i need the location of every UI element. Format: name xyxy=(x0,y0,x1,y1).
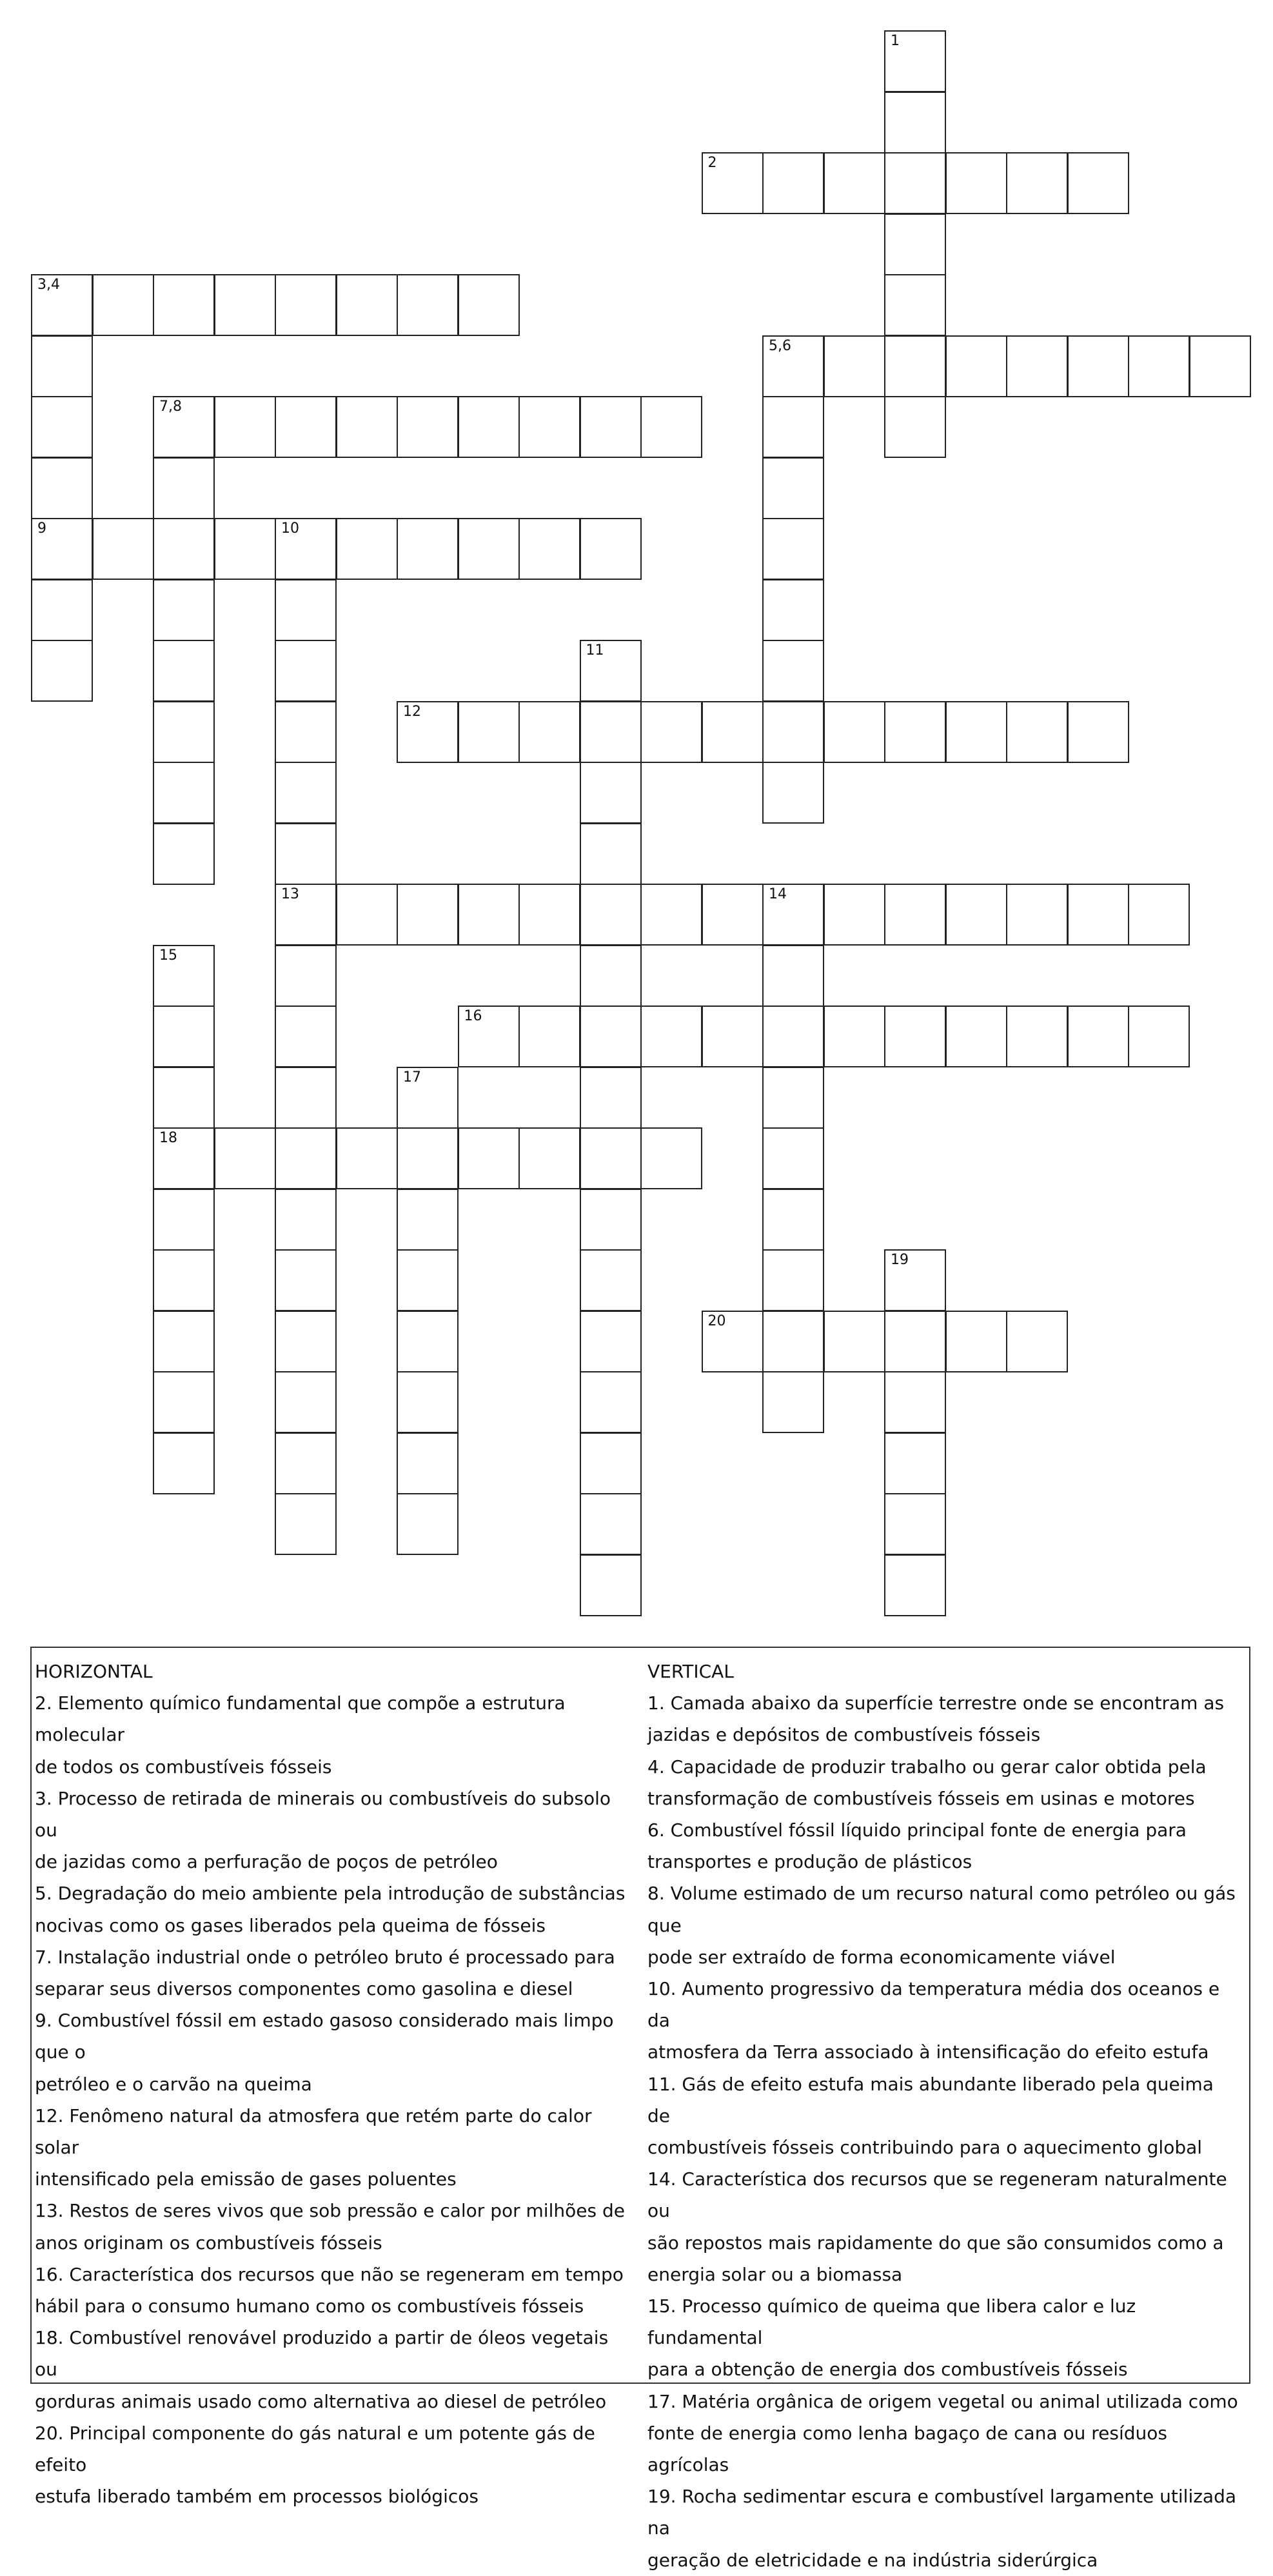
clue-h18: 18. Combustível renovável produzido a partir de óleos vegetais ou gorduras animais usado como alternativa ao diesel de petróleo xyxy=(35,2327,609,2412)
grid-cell[interactable] xyxy=(702,1006,764,1067)
grid-cell[interactable] xyxy=(580,518,642,580)
grid-cell[interactable] xyxy=(762,1189,824,1251)
grid-cell[interactable] xyxy=(762,396,824,458)
clue-v17: 17. Matéria orgânica de origem vegetal ou animal utilizada como fonte de energia como lenha bagaço de cana ou resíduos agrícolas xyxy=(647,2390,1238,2476)
grid-cell[interactable] xyxy=(762,1127,824,1189)
grid-cell[interactable] xyxy=(580,762,642,824)
clue-number: 20 xyxy=(707,1313,726,1329)
grid-cell[interactable] xyxy=(762,1311,824,1372)
grid-cell[interactable] xyxy=(397,884,459,946)
grid-cell[interactable] xyxy=(275,945,337,1007)
clue-number: 17 xyxy=(403,1069,421,1085)
vertical-clues xyxy=(647,1656,1241,2576)
grid-cell[interactable] xyxy=(275,1493,337,1555)
grid-cell[interactable] xyxy=(884,396,946,458)
grid-cell[interactable] xyxy=(397,1127,459,1189)
grid-cell[interactable] xyxy=(275,884,337,946)
grid-cell[interactable] xyxy=(153,396,215,458)
grid-cell[interactable] xyxy=(884,335,946,397)
clue-h5: 5. Degradação do meio ambiente pela introdução de substâncias nocivas como os gases liberados pela queima de fósseis xyxy=(35,1883,626,1936)
grid-cell[interactable] xyxy=(884,1493,946,1555)
grid-cell[interactable] xyxy=(153,274,215,336)
grid-cell[interactable] xyxy=(762,945,824,1007)
grid-cell[interactable] xyxy=(31,396,93,458)
grid-cell[interactable] xyxy=(518,884,580,946)
clue-number: 11 xyxy=(586,642,604,659)
grid-cell[interactable] xyxy=(580,1432,642,1494)
grid-cell[interactable] xyxy=(92,518,154,580)
clue-number: 12 xyxy=(403,703,421,720)
grid-cell[interactable] xyxy=(214,518,276,580)
grid-cell[interactable] xyxy=(824,152,885,214)
grid-cell[interactable] xyxy=(275,518,337,580)
clue-number: 2 xyxy=(707,155,717,171)
grid-cell[interactable] xyxy=(92,274,154,336)
clue-h12: 12. Fenômeno natural da atmosfera que retém parte do calor solar intensificado pela emissão de gases poluentes xyxy=(35,2105,592,2190)
grid-cell[interactable] xyxy=(1189,335,1251,397)
grid-cell[interactable] xyxy=(275,1249,337,1311)
grid-cell[interactable] xyxy=(31,335,93,397)
grid-cell[interactable] xyxy=(153,762,215,824)
grid-cell[interactable] xyxy=(518,396,580,458)
grid-cell[interactable] xyxy=(153,701,215,763)
grid-cell[interactable] xyxy=(518,1006,580,1067)
clue-v10: 10. Aumento progressivo da temperatura média dos oceanos e da atmosfera da Terra associado à intensificação do efeito estufa xyxy=(647,1978,1220,2063)
clue-v8: 8. Volume estimado de um recurso natural como petróleo ou gás que pode ser extraído de forma economicamente viável xyxy=(647,1883,1236,1968)
grid-cell[interactable] xyxy=(1006,1006,1068,1067)
grid-cell[interactable] xyxy=(275,1311,337,1372)
clue-v1: 1. Camada abaixo da superfície terrestre onde se encontram as jazidas e depósitos de combustíveis fósseis xyxy=(647,1692,1225,1746)
grid-cell[interactable] xyxy=(153,823,215,885)
grid-cell[interactable] xyxy=(397,1493,459,1555)
grid-cell[interactable] xyxy=(884,701,946,763)
grid-cell[interactable] xyxy=(1006,152,1068,214)
grid-cell[interactable] xyxy=(153,1432,215,1494)
grid-cell[interactable] xyxy=(31,274,93,336)
grid-cell[interactable] xyxy=(580,1067,642,1129)
grid-cell[interactable] xyxy=(884,884,946,946)
clue-number: 5,6 xyxy=(769,337,791,354)
grid-cell[interactable] xyxy=(153,1249,215,1311)
grid-cell[interactable] xyxy=(640,884,702,946)
grid-cell[interactable] xyxy=(762,640,824,702)
grid-cell[interactable] xyxy=(580,1249,642,1311)
grid-cell[interactable] xyxy=(945,1311,1007,1372)
grid-cell[interactable] xyxy=(580,1127,642,1189)
grid-cell[interactable] xyxy=(762,579,824,641)
clue-h2: 2. Elemento químico fundamental que compõe a estrutura molecular de todos os combustíveis fósseis xyxy=(35,1692,566,1778)
grid-cell[interactable] xyxy=(884,1371,946,1433)
grid-cell[interactable] xyxy=(458,884,520,946)
grid-cell[interactable] xyxy=(518,518,580,580)
grid-cell[interactable] xyxy=(275,823,337,885)
clue-v14: 14. Característica dos recursos que se regeneram naturalmente ou são repostos mais rapidamente do que são consumidos como a energia solar ou a biomassa xyxy=(647,2168,1227,2285)
grid-cell[interactable] xyxy=(153,518,215,580)
grid-cell[interactable] xyxy=(1067,152,1129,214)
grid-cell[interactable] xyxy=(1067,884,1129,946)
clue-v6: 6. Combustível fóssil líquido principal fonte de energia para transportes e produção de plásticos xyxy=(647,1819,1187,1873)
grid-cell[interactable] xyxy=(884,274,946,336)
grid-cell[interactable] xyxy=(397,396,459,458)
grid-cell[interactable] xyxy=(214,396,276,458)
grid-cell[interactable] xyxy=(1006,335,1068,397)
clue-number: 15 xyxy=(159,947,177,964)
grid-cell[interactable] xyxy=(1067,701,1129,763)
grid-cell[interactable] xyxy=(458,1127,520,1189)
grid-cell[interactable] xyxy=(640,1127,702,1189)
clue-v4: 4. Capacidade de produzir trabalho ou gerar calor obtida pela transformação de combustíveis fósseis em usinas e motores xyxy=(647,1756,1207,1809)
clue-number: 13 xyxy=(281,886,299,902)
grid-cell[interactable] xyxy=(824,1311,885,1372)
grid-cell[interactable] xyxy=(762,1249,824,1311)
grid-cell[interactable] xyxy=(580,701,642,763)
clue-number: 10 xyxy=(281,520,299,537)
grid-cell[interactable] xyxy=(762,1371,824,1433)
grid-cell[interactable] xyxy=(580,1371,642,1433)
grid-cell[interactable] xyxy=(31,518,93,580)
grid-cell[interactable] xyxy=(580,1311,642,1372)
clue-number: 14 xyxy=(769,886,787,902)
grid-cell[interactable] xyxy=(275,762,337,824)
grid-cell[interactable] xyxy=(884,92,946,154)
grid-cell[interactable] xyxy=(153,1189,215,1251)
grid-cell[interactable] xyxy=(1128,1006,1190,1067)
grid-cell[interactable] xyxy=(945,335,1007,397)
grid-cell[interactable] xyxy=(762,1006,824,1067)
grid-cell[interactable] xyxy=(580,640,642,702)
grid-cell[interactable] xyxy=(275,1371,337,1433)
grid-cell[interactable] xyxy=(458,274,520,336)
grid-cell[interactable] xyxy=(1128,335,1190,397)
grid-cell[interactable] xyxy=(580,1554,642,1616)
grid-cell[interactable] xyxy=(214,1127,276,1189)
clue-v19: 19. Rocha sedimentar escura e combustível largamente utilizada na geração de eletricidade e na indústria siderúrgica xyxy=(647,2486,1237,2571)
grid-cell[interactable] xyxy=(762,518,824,580)
grid-cell[interactable] xyxy=(640,1006,702,1067)
grid-cell[interactable] xyxy=(397,1371,459,1433)
grid-cell[interactable] xyxy=(762,457,824,519)
grid-cell[interactable] xyxy=(153,1371,215,1433)
grid-cell[interactable] xyxy=(153,579,215,641)
grid-cell[interactable] xyxy=(1067,1006,1129,1067)
clue-v15: 15. Processo químico de queima que libera calor e luz fundamental para a obtenção de energia dos combustíveis fósseis xyxy=(647,2295,1136,2381)
grid-cell[interactable] xyxy=(518,701,580,763)
grid-cell[interactable] xyxy=(153,457,215,519)
grid-cell[interactable] xyxy=(153,1006,215,1067)
grid-cell[interactable] xyxy=(31,457,93,519)
grid-cell[interactable] xyxy=(762,152,824,214)
grid-cell[interactable] xyxy=(397,1189,459,1251)
grid-cell[interactable] xyxy=(153,640,215,702)
clue-number: 3,4 xyxy=(37,277,60,293)
grid-cell[interactable] xyxy=(275,274,337,336)
grid-cell[interactable] xyxy=(824,335,885,397)
grid-cell[interactable] xyxy=(397,1432,459,1494)
grid-cell[interactable] xyxy=(580,823,642,885)
grid-cell[interactable] xyxy=(153,1127,215,1189)
grid-cell[interactable] xyxy=(1006,701,1068,763)
grid-cell[interactable] xyxy=(153,1067,215,1129)
grid-cell[interactable] xyxy=(214,274,276,336)
grid-cell[interactable] xyxy=(1067,335,1129,397)
grid-cell[interactable] xyxy=(336,518,398,580)
grid-cell[interactable] xyxy=(824,1006,885,1067)
grid-cell[interactable] xyxy=(275,1432,337,1494)
grid-cell[interactable] xyxy=(884,1554,946,1616)
clue-h7: 7. Instalação industrial onde o petróleo bruto é processado para separar seus diversos componentes como gasolina e diesel xyxy=(35,1946,615,2000)
clue-number: 9 xyxy=(37,520,46,537)
grid-cell[interactable] xyxy=(884,213,946,275)
clue-h13: 13. Restos de seres vivos que sob pressão e calor por milhões de anos originam os combustíveis fósseis xyxy=(35,2200,625,2254)
grid-cell[interactable] xyxy=(153,1311,215,1372)
grid-cell[interactable] xyxy=(824,701,885,763)
grid-cell[interactable] xyxy=(580,1189,642,1251)
grid-cell[interactable] xyxy=(275,701,337,763)
grid-cell[interactable] xyxy=(1006,1311,1068,1372)
grid-cell[interactable] xyxy=(153,945,215,1007)
grid-cell[interactable] xyxy=(397,518,459,580)
grid-cell[interactable] xyxy=(1128,884,1190,946)
grid-cell[interactable] xyxy=(884,1432,946,1494)
grid-cell[interactable] xyxy=(884,1249,946,1311)
grid-cell[interactable] xyxy=(31,579,93,641)
grid-cell[interactable] xyxy=(397,701,459,763)
grid-cell[interactable] xyxy=(580,396,642,458)
grid-cell[interactable] xyxy=(336,396,398,458)
grid-cell[interactable] xyxy=(275,579,337,641)
grid-cell[interactable] xyxy=(336,1127,398,1189)
grid-cell[interactable] xyxy=(824,884,885,946)
grid-cell[interactable] xyxy=(275,640,337,702)
grid-cell[interactable] xyxy=(884,1006,946,1067)
grid-cell[interactable] xyxy=(397,1311,459,1372)
clue-h16: 16. Característica dos recursos que não se regeneram em tempo hábil para o consumo humano como os combustíveis fósseis xyxy=(35,2263,624,2317)
grid-cell[interactable] xyxy=(275,1127,337,1189)
grid-cell[interactable] xyxy=(762,701,824,763)
grid-cell[interactable] xyxy=(884,30,946,92)
grid-cell[interactable] xyxy=(702,1311,764,1372)
grid-cell[interactable] xyxy=(458,1006,520,1067)
grid-cell[interactable] xyxy=(336,884,398,946)
grid-cell[interactable] xyxy=(762,884,824,946)
grid-cell[interactable] xyxy=(702,884,764,946)
grid-cell[interactable] xyxy=(397,1249,459,1311)
grid-cell[interactable] xyxy=(884,1311,946,1372)
grid-cell[interactable] xyxy=(275,396,337,458)
clue-number: 16 xyxy=(464,1008,482,1024)
grid-cell[interactable] xyxy=(458,701,520,763)
clue-h20: 20. Principal componente do gás natural e um potente gás de efeito estufa liberado também em processos biológicos xyxy=(35,2422,595,2508)
grid-cell[interactable] xyxy=(397,1067,459,1129)
clue-number: 18 xyxy=(159,1130,177,1146)
grid-cell[interactable] xyxy=(580,945,642,1007)
grid-cell[interactable] xyxy=(458,518,520,580)
grid-cell[interactable] xyxy=(580,1493,642,1555)
vertical-title: VERTICAL xyxy=(647,1661,734,1682)
clue-h9: 9. Combustível fóssil em estado gasoso considerado mais limpo que o petróleo e o carvão na queima xyxy=(35,2010,614,2095)
grid-cell[interactable] xyxy=(640,701,702,763)
clue-number: 7,8 xyxy=(159,399,182,415)
clue-number: 1 xyxy=(891,33,900,49)
grid-cell[interactable] xyxy=(518,1127,580,1189)
grid-cell[interactable] xyxy=(762,335,824,397)
grid-cell[interactable] xyxy=(275,1006,337,1067)
horizontal-title: HORIZONTAL xyxy=(35,1661,153,1682)
clues-panel xyxy=(30,1647,1250,2571)
clue-h3: 3. Processo de retirada de minerais ou combustíveis do subsolo ou de jazidas como a perfuração de poços de petróleo xyxy=(35,1787,611,1873)
grid-cell[interactable] xyxy=(762,762,824,824)
grid-cell[interactable] xyxy=(640,396,702,458)
horizontal-clues xyxy=(35,1656,628,2512)
grid-cell[interactable] xyxy=(458,396,520,458)
grid-cell[interactable] xyxy=(884,152,946,214)
clue-number: 19 xyxy=(891,1252,909,1268)
grid-cell[interactable] xyxy=(580,884,642,946)
grid-cell[interactable] xyxy=(275,1189,337,1251)
grid-cell[interactable] xyxy=(945,152,1007,214)
clue-v11: 11. Gás de efeito estufa mais abundante liberado pela queima de combustíveis fósseis contribuindo para o aquecimento global xyxy=(647,2073,1214,2159)
grid-cell[interactable] xyxy=(1006,884,1068,946)
grid-cell[interactable] xyxy=(275,1067,337,1129)
grid-cell[interactable] xyxy=(945,884,1007,946)
grid-cell[interactable] xyxy=(702,152,764,214)
grid-cell[interactable] xyxy=(580,1006,642,1067)
grid-cell[interactable] xyxy=(762,1067,824,1129)
grid-cell[interactable] xyxy=(397,274,459,336)
grid-cell[interactable] xyxy=(945,1006,1007,1067)
grid-cell[interactable] xyxy=(336,274,398,336)
grid-cell[interactable] xyxy=(945,701,1007,763)
grid-cell[interactable] xyxy=(31,640,93,702)
grid-cell[interactable] xyxy=(702,701,764,763)
